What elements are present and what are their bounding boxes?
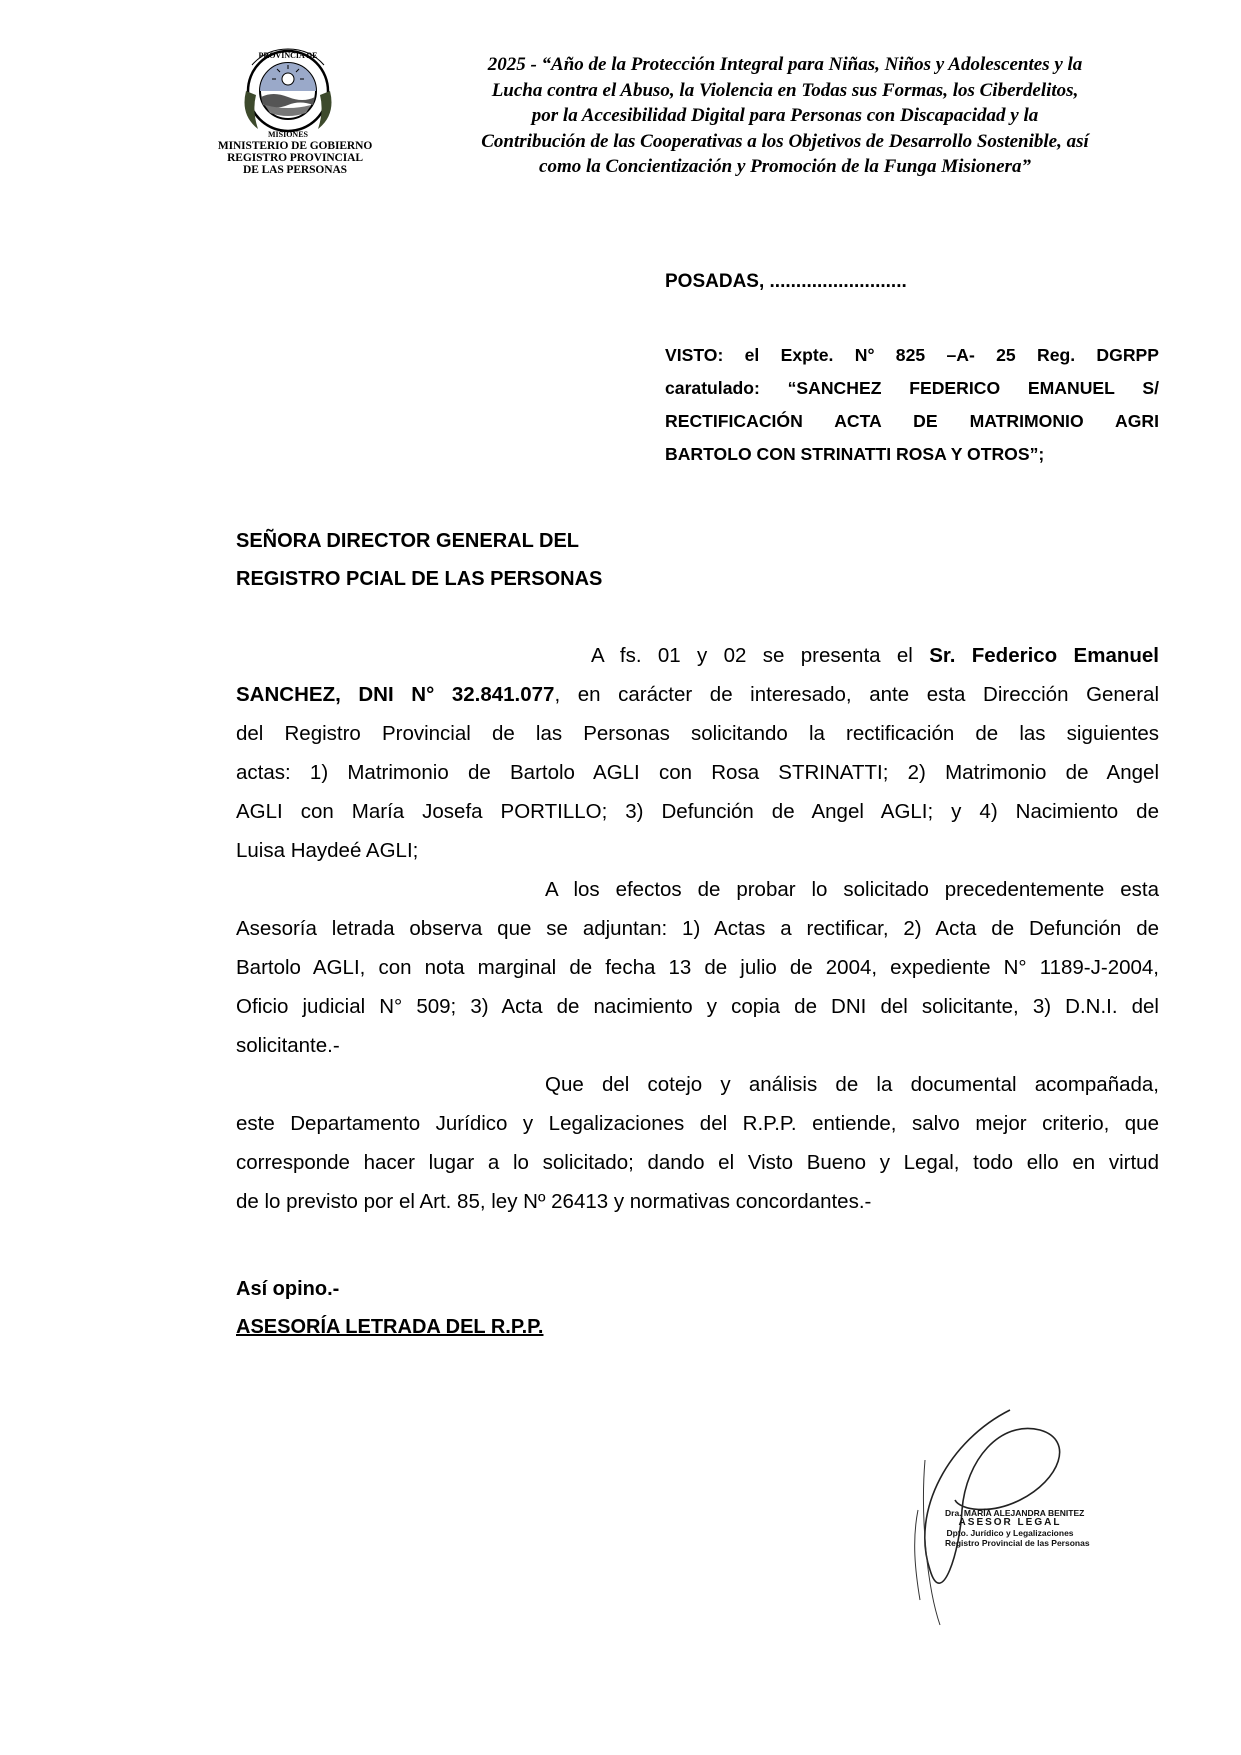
provincial-seal-icon bbox=[238, 45, 338, 141]
body-line: actas: 1) Matrimonio de Bartolo AGLI con Rosa STRINATTI; 2) Matrimonio de Angel bbox=[236, 761, 1159, 784]
stamp-line: ASESOR LEGAL bbox=[958, 1517, 1062, 1528]
applicant-name: Sr. Federico Emanuel bbox=[929, 644, 1159, 667]
closing bbox=[236, 1270, 543, 1346]
signature-stamp bbox=[945, 1508, 1090, 1548]
year-motto bbox=[440, 52, 1130, 180]
addressee-line: REGISTRO PCIAL DE LAS PERSONAS bbox=[236, 568, 603, 590]
body-line bbox=[236, 636, 1159, 675]
stamp-line: Dpto. Jurídico y Legalizaciones bbox=[946, 1528, 1074, 1538]
body-text bbox=[236, 636, 1159, 1221]
addressee bbox=[236, 522, 602, 598]
ministry-line: REGISTRO PROVINCIAL bbox=[227, 152, 363, 164]
body-line: de lo previsto por el Art. 85, ley Nº 26413 y normativas concordantes.- bbox=[236, 1190, 872, 1213]
motto-line: Contribución de las Cooperativas a los Objetivos de Desarrollo Sostenible, así bbox=[481, 130, 1089, 152]
addressee-line: SEÑORA DIRECTOR GENERAL DEL bbox=[236, 530, 579, 552]
closing-office: ASESORÍA LETRADA DEL R.P.P. bbox=[236, 1316, 544, 1338]
visto-line: BARTOLO CON STRINATTI ROSA Y OTROS”; bbox=[665, 444, 1045, 464]
applicant-dni: SANCHEZ, DNI N° 32.841.077 bbox=[236, 683, 555, 706]
motto-line: Lucha contra el Abuso, la Violencia en Todas sus Formas, los Ciberdelitos, bbox=[491, 79, 1079, 101]
closing-opino: Así opino.- bbox=[236, 1278, 340, 1300]
visto-line: VISTO: el Expte. N° 825 –A- 25 Reg. DGRPP bbox=[665, 345, 1159, 365]
ministry-block bbox=[195, 140, 395, 176]
body-line: Que del cotejo y análisis de la documental acompañada, bbox=[545, 1073, 1159, 1096]
body-line: A los efectos de probar lo solicitado precedentemente esta bbox=[545, 878, 1159, 901]
body-line: Oficio judicial N° 509; 3) Acta de nacimiento y copia de DNI del solicitante, 3) D.N.I. del bbox=[236, 995, 1159, 1018]
body-line: corresponde hacer lugar a lo solicitado; dando el Visto Bueno y Legal, todo ello en virtud bbox=[236, 1151, 1159, 1174]
body-line: Asesoría letrada observa que se adjuntan: 1) Actas a rectificar, 2) Acta de Defunción de bbox=[236, 917, 1159, 940]
seal-top-text: PROVINCIA DE bbox=[258, 51, 318, 60]
body-line: solicitante.- bbox=[236, 1034, 340, 1057]
visto-line: RECTIFICACIÓN ACTA DE MATRIMONIO AGRI bbox=[665, 411, 1159, 431]
text-run: , en carácter de interesado, ante esta Dirección General bbox=[554, 683, 1159, 706]
place-date: POSADAS, .......................... bbox=[665, 271, 907, 292]
body-line bbox=[236, 675, 1159, 714]
visto-block bbox=[665, 339, 1159, 471]
visto-line: caratulado: “SANCHEZ FEDERICO EMANUEL S/ bbox=[665, 378, 1159, 398]
motto-line: por la Accesibilidad Digital para Personas con Discapacidad y la bbox=[531, 105, 1039, 126]
ministry-line: MINISTERIO DE GOBIERNO bbox=[217, 140, 373, 152]
motto-line: 2025 - “Año de la Protección Integral para Niñas, Niños y Adolescentes y la bbox=[487, 54, 1083, 75]
seal-bottom-text: MISIONES bbox=[267, 130, 309, 139]
body-line: Bartolo AGLI, con nota marginal de fecha 13 de julio de 2004, expediente N° 1189-J-2004, bbox=[236, 956, 1159, 979]
body-line: AGLI con María Josefa PORTILLO; 3) Defunción de Angel AGLI; y 4) Nacimiento de bbox=[236, 800, 1159, 823]
body-line: del Registro Provincial de las Personas solicitando la rectificación de las siguientes bbox=[236, 722, 1159, 745]
body-line: Luisa Haydeé AGLI; bbox=[236, 839, 419, 862]
body-line: este Departamento Jurídico y Legalizaciones del R.P.P. entiende, salvo mejor criterio, que bbox=[236, 1112, 1159, 1135]
ministry-line: DE LAS PERSONAS bbox=[243, 164, 347, 176]
text-run: A fs. 01 y 02 se presenta el bbox=[591, 644, 930, 667]
stamp-line: Registro Provincial de las Personas bbox=[945, 1538, 1090, 1548]
stamp-line: Dra. MARÍA ALEJANDRA BENITEZ bbox=[945, 1508, 1085, 1518]
motto-line: como la Concientización y Promoción de la Funga Misionera” bbox=[539, 156, 1031, 177]
